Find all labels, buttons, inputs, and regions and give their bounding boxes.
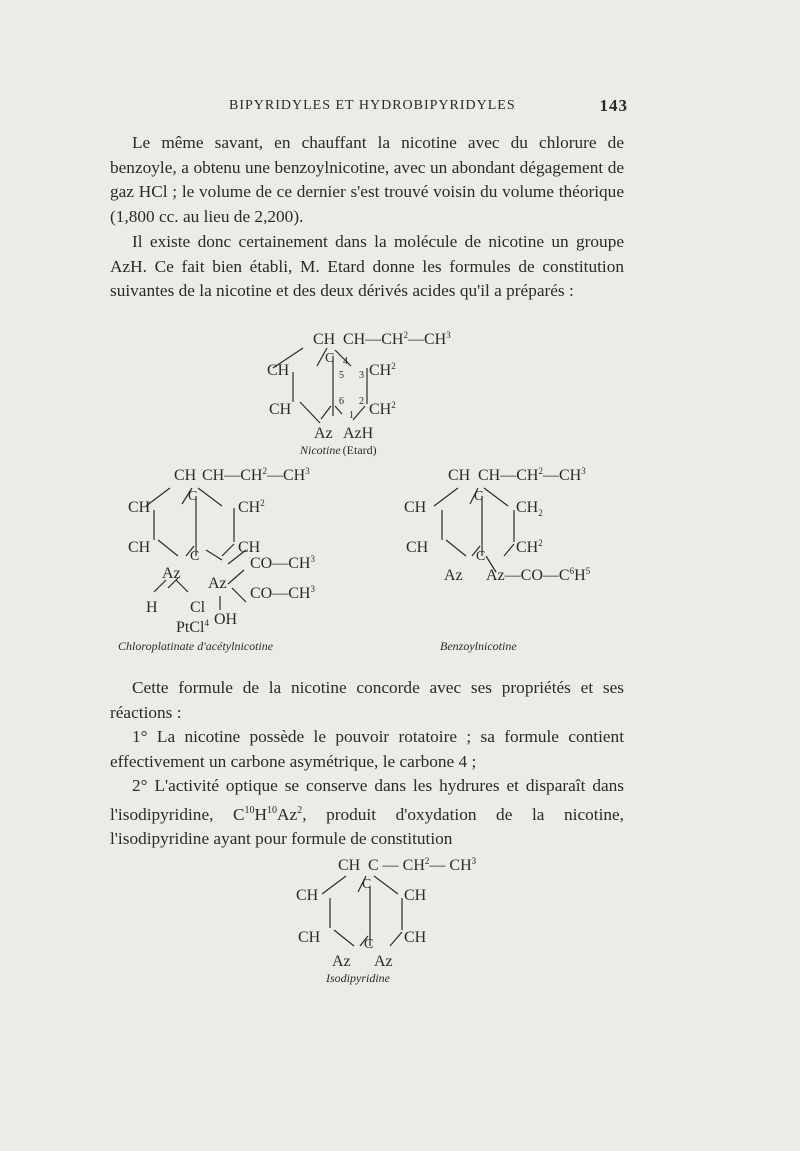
iso-right-lower: CH xyxy=(404,929,427,946)
isodipyridine-formula xyxy=(290,850,550,1000)
svg-text:CH—CH2—CH3: $CH—CH^2—CH^3$ xyxy=(343,330,451,348)
svg-text:CO—CH3: $CO—CH^3$ xyxy=(250,554,315,572)
bz-bottom-left: Az xyxy=(444,567,463,584)
nic-num-6: 6 xyxy=(339,396,344,407)
nic-num-3: 3 xyxy=(359,370,364,381)
svg-text:C — CH2— CH3: C — $CH^2—$ $CH^3$ xyxy=(368,856,477,874)
chl-left-lower: CH xyxy=(128,539,151,556)
chl-right-upper: CH xyxy=(238,499,261,516)
iso-bottom-right: Az xyxy=(374,953,393,970)
chl-top-right: CH—CH xyxy=(202,467,263,484)
bz-center-c: C xyxy=(474,489,484,504)
nic-top-right: CH—CH xyxy=(343,331,404,348)
iso-top-right: C — CH xyxy=(368,857,425,874)
iso-center-c: C xyxy=(362,877,372,892)
iso-right-upper: CH xyxy=(404,887,427,904)
page-number: 143 xyxy=(599,96,628,115)
iso-bottom-left: Az xyxy=(332,953,351,970)
iso-top-left: CH xyxy=(338,857,361,874)
bz-right-lower: CH xyxy=(516,539,539,556)
svg-text:CH2: $CH^2$ xyxy=(516,538,543,556)
nic-left-upper: CH xyxy=(267,362,290,379)
bz-bottom-right: Az—CO—C xyxy=(486,567,570,584)
svg-text:CH2: $CH^2$ xyxy=(369,361,396,379)
nic-num-1: 1 xyxy=(349,410,354,421)
running-title: BIPYRIDYLES ET HYDROBIPYRIDYLES xyxy=(229,98,516,113)
chl-oh: OH xyxy=(214,611,238,628)
chl-co2: CO—CH xyxy=(250,585,311,602)
svg-text:CH2: $CH^2$ xyxy=(238,498,265,516)
nic-bottom-left: Az xyxy=(314,425,333,442)
nic-num-4: 4 xyxy=(343,356,348,367)
chl-top-left: CH xyxy=(174,467,197,484)
chl-left-upper: CH xyxy=(128,499,151,516)
iso-center-c2: C xyxy=(364,937,374,952)
svg-text:PtCl4: PtCl$^4$ xyxy=(176,618,209,636)
chl-center-c2: C xyxy=(190,549,200,564)
nic-right-lower: CH xyxy=(369,401,392,418)
chl-right-lower: CH xyxy=(238,539,261,556)
bz-top-right: CH—CH xyxy=(478,467,539,484)
svg-text:CO—CH3: $CO—CH^3$ xyxy=(250,584,315,602)
chl-cl: Cl xyxy=(190,599,206,616)
nic-right-upper: CH xyxy=(369,362,392,379)
iso-left-upper: CH xyxy=(296,887,319,904)
bz-top-left: CH xyxy=(448,467,471,484)
iso-left-lower: CH xyxy=(298,929,321,946)
chl-center-c: C xyxy=(188,489,198,504)
paragraph-properties: Cette formule de la nicotine concorde avec ses propriétés et ses réactions : xyxy=(110,678,624,722)
nic-num-2: 2 xyxy=(359,396,364,407)
svg-text:Az—CO—C6H5: $Az—CO—C^6H^5$ xyxy=(486,566,591,584)
paragraph-optical-activity: 2° L'activité optique se conserve dans les hydrures et disparaît dans l'isodipyridine, $C^{10}H^{10}Az^2$, produit d'oxydation de la nicotine, l'isodipyridine ayant pour formule de constitution xyxy=(110,776,624,848)
bz-caption: Benzoylnicotine xyxy=(440,639,517,653)
svg-text:CH2: $CH_2$ xyxy=(516,499,543,518)
svg-text:CH—CH2—CH3: $CH—CH^2—CH^3$ xyxy=(478,466,586,484)
chl-ptcl: PtCl xyxy=(176,619,205,636)
nic-left-lower: CH xyxy=(269,401,292,418)
benzoylnicotine-formula xyxy=(400,460,640,660)
bz-left-lower: CH xyxy=(406,539,429,556)
paragraph-rotatory-power: 1° La nicotine possède le pouvoir rotatoire ; sa formule contient effectivement un carbone asymétrique, le carbone 4 ; xyxy=(110,727,624,771)
chl-bottom-left: Az xyxy=(162,565,181,582)
svg-text:Nicotine(Etard) xyxy=(299,443,377,457)
page-header xyxy=(110,96,628,118)
bz-center-c2: C xyxy=(476,549,486,564)
bz-left-upper: CH xyxy=(404,499,427,516)
chloroplatinate-formula xyxy=(110,460,370,660)
paragraph-azh-group: Il existe donc certainement dans la molécule de nicotine un groupe AzH. Ce fait bien établi, M. Etard donne les formules de constitution suivantes de la nicotine et des deux dérivés acides qu'il a préparés : xyxy=(110,232,624,301)
nic-num-5: 5 xyxy=(339,370,344,381)
bz-right-upper: CH xyxy=(516,499,539,516)
nic-bottom-right: AzH xyxy=(343,425,374,442)
iso-caption: Isodipyridine xyxy=(326,971,390,985)
nicotine-formula xyxy=(255,320,495,460)
nic-center-c: C xyxy=(325,351,335,366)
chl-caption: Chloroplatinate d'acétylnicotine xyxy=(118,639,274,653)
svg-text:CH—CH2—CH3: $CH—CH^2—CH^3$ xyxy=(202,466,310,484)
nic-top-left: CH xyxy=(313,331,336,348)
nic-caption-name: Nicotine xyxy=(300,443,341,457)
chl-h: H xyxy=(146,599,158,616)
nic-caption-author: (Etard) xyxy=(342,443,377,457)
svg-text:CH2: $CH^2$ xyxy=(369,400,396,418)
chl-az-right: Az xyxy=(208,575,227,592)
chl-co1: CO—CH xyxy=(250,555,311,572)
paragraph-benzoylation: Le même savant, en chauffant la nicotine avec du chlorure de benzoyle, a obtenu une benzoylnicotine, avec un abondant dégagement de gaz HCl ; le volume de ce dernier s'est trouvé voisin du volume théorique (1,800 cc. au lieu de 2,200). xyxy=(110,133,624,226)
